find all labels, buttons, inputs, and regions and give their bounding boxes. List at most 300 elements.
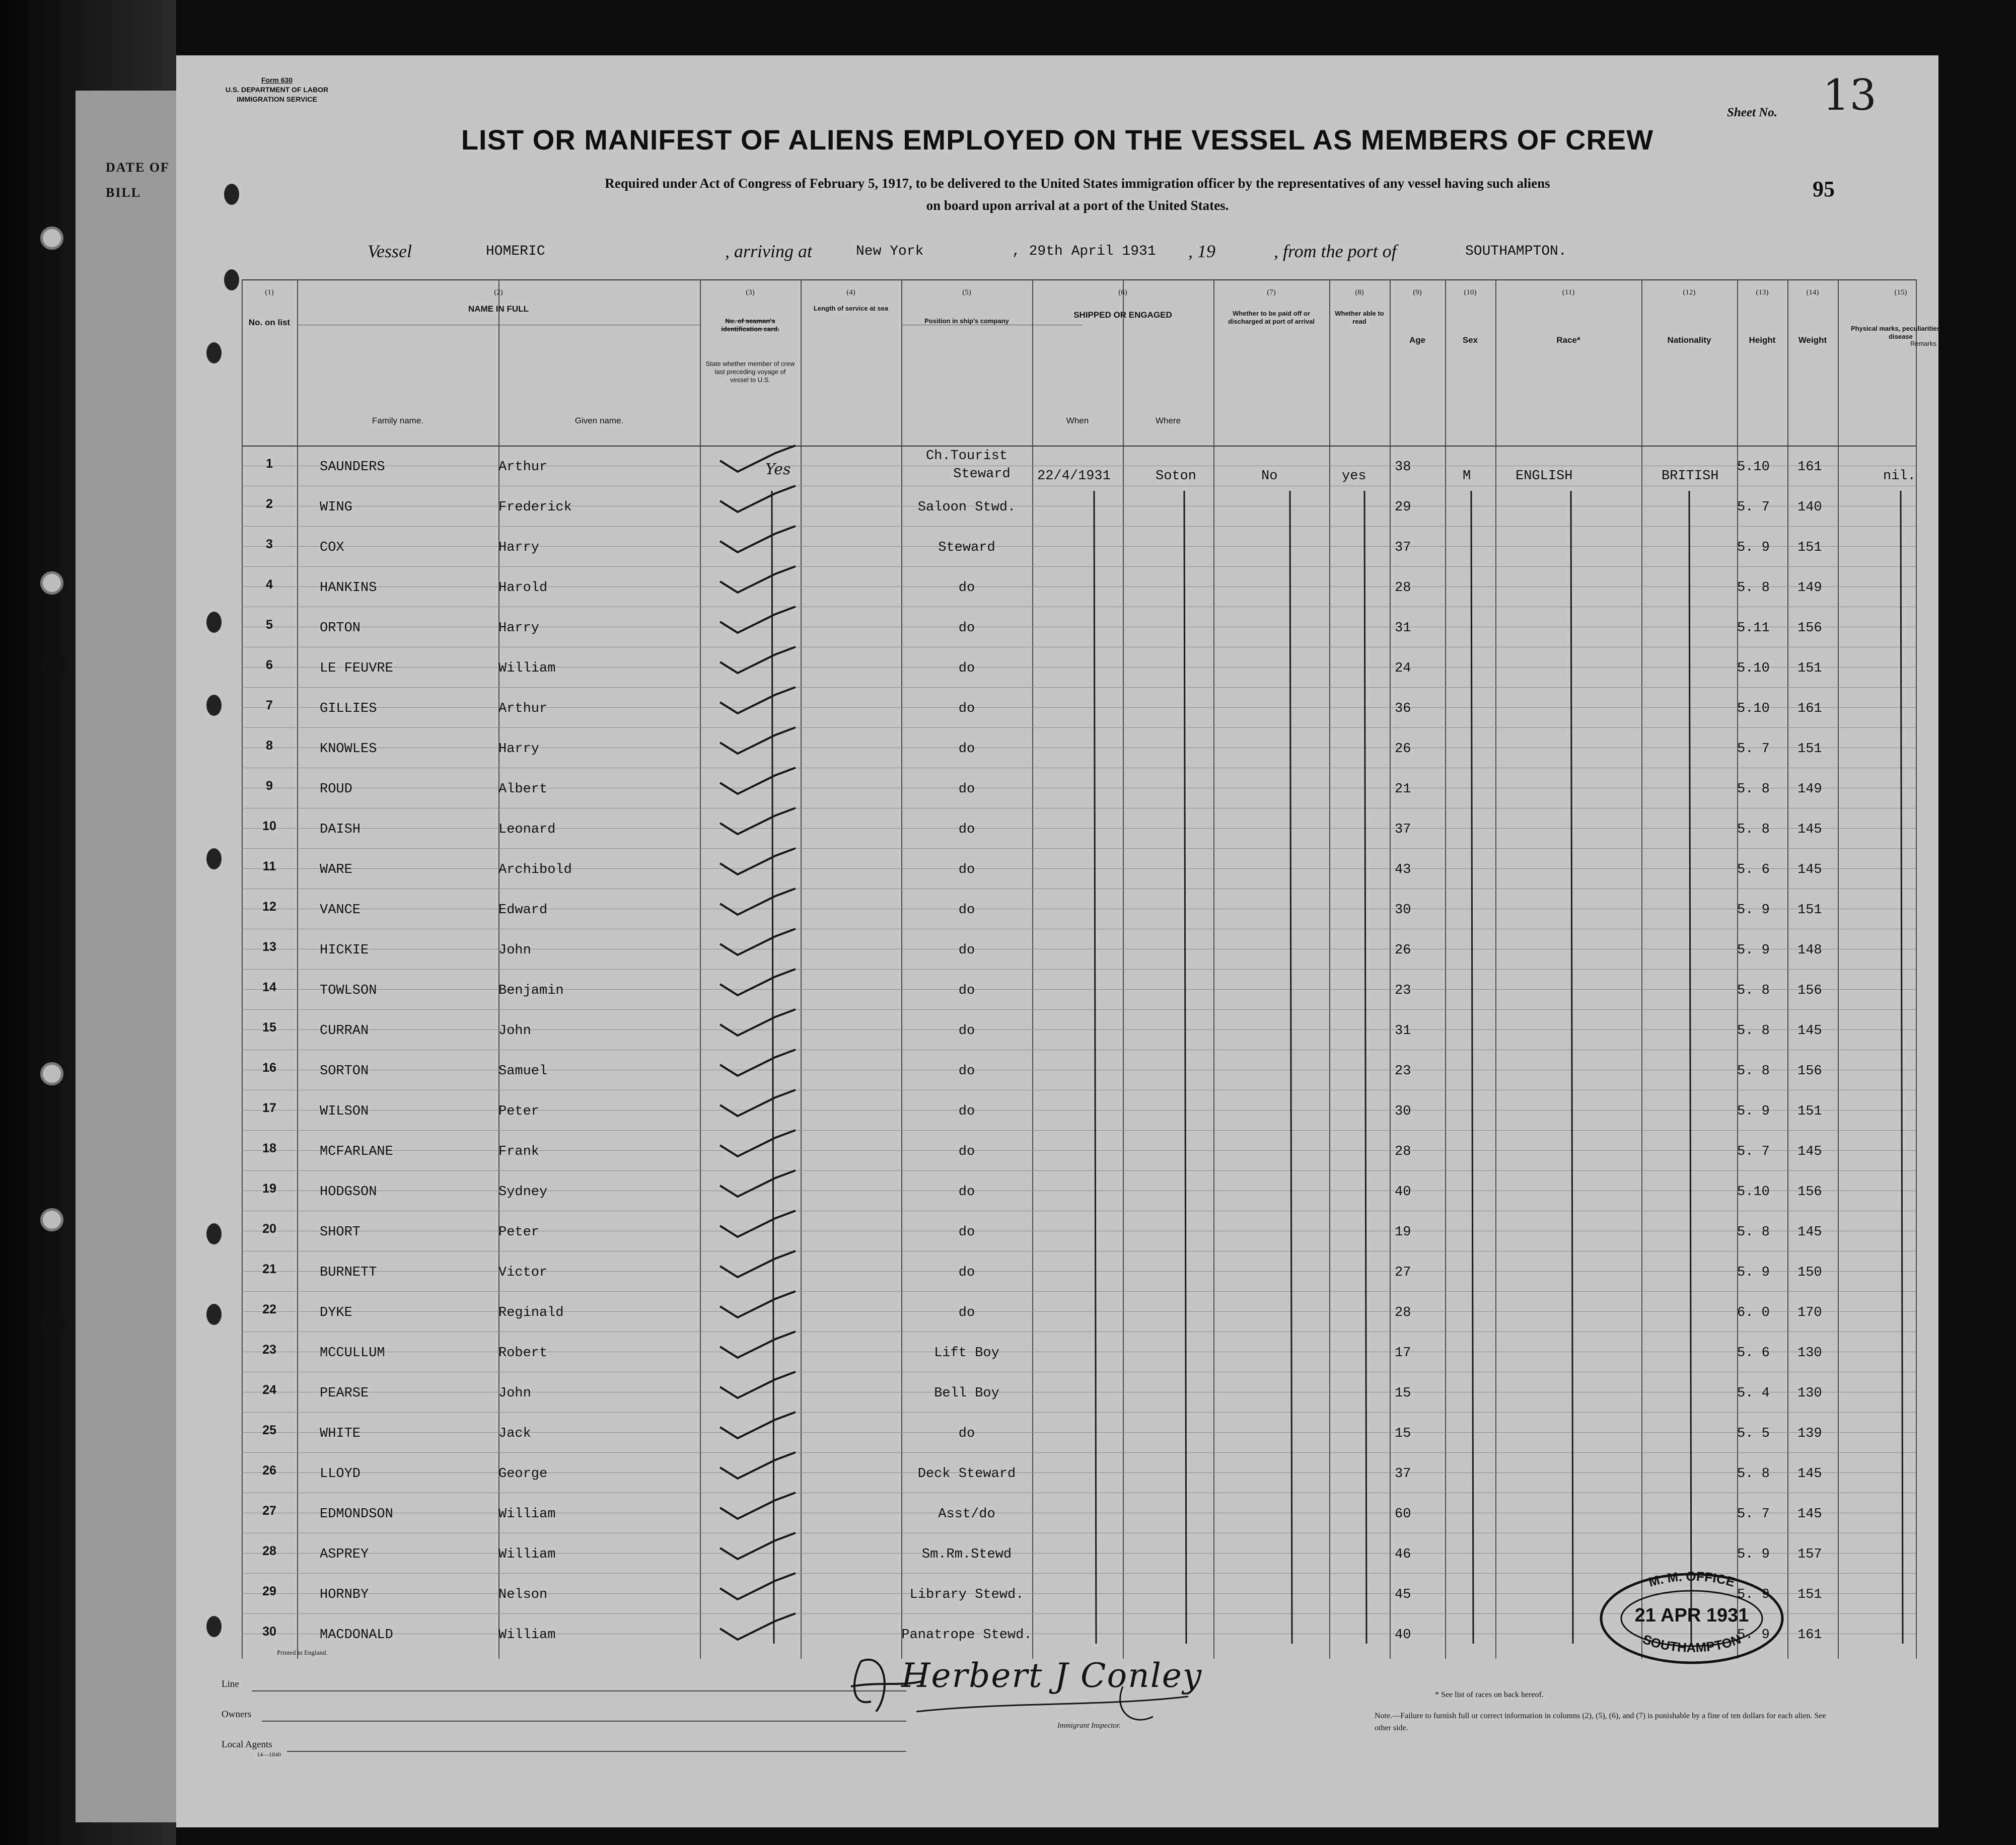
header-nationality: Nationality — [1667, 335, 1711, 345]
arrival-date: , 29th April 1931 — [1012, 244, 1156, 259]
age: 23 — [1395, 983, 1411, 998]
punch-hole — [224, 184, 239, 205]
weight: 157 — [1797, 1547, 1822, 1562]
weight: 148 — [1797, 943, 1822, 958]
check-mark — [720, 848, 796, 874]
vessel-name: HOMERIC — [486, 244, 545, 259]
header-age: Age — [1409, 335, 1426, 345]
height: 5. 7 — [1737, 1144, 1770, 1159]
weight: 145 — [1797, 1023, 1822, 1039]
given-name: Arthur — [498, 460, 548, 475]
given-name: John — [498, 1386, 531, 1401]
column-number: (1) — [265, 288, 274, 297]
header-shipped-or-engaged: SHIPPED OR ENGAGED — [1073, 310, 1172, 320]
family-name: ORTON — [320, 621, 361, 636]
given-name: Robert — [498, 1346, 548, 1361]
row-number: 27 — [262, 1504, 276, 1518]
height: 5. 8 — [1737, 580, 1770, 596]
position: do — [958, 580, 975, 596]
header-name-in-full: NAME IN FULL — [468, 304, 529, 314]
row-number: 1 — [266, 457, 273, 471]
binder-ring — [40, 571, 63, 595]
family-name: ASPREY — [320, 1547, 369, 1562]
weight: 130 — [1797, 1346, 1822, 1361]
punch-hole — [206, 1616, 222, 1637]
family-name: SAUNDERS — [320, 460, 385, 475]
weight: 150 — [1797, 1265, 1822, 1280]
weight: 156 — [1797, 621, 1822, 636]
row-number: 9 — [266, 779, 273, 793]
given-name: William — [498, 1628, 556, 1643]
age: 27 — [1395, 1265, 1411, 1280]
given-name: Harry — [498, 621, 540, 636]
height: 5. 9 — [1737, 540, 1770, 555]
owners-label: Owners — [222, 1709, 252, 1720]
column-number: (6) — [1118, 288, 1127, 297]
age: 17 — [1395, 1346, 1411, 1361]
footnotes — [1375, 1689, 1828, 1734]
origin-label: , from the port of — [1274, 241, 1397, 261]
height: 5.10 — [1737, 701, 1770, 716]
column-number: (4) — [846, 288, 855, 297]
position: Lift Boy — [934, 1346, 999, 1361]
weight: 139 — [1797, 1426, 1822, 1441]
document-subtitle: Required under Act of Congress of February 5, 1917, to be delivered to the United States immigration officer by the representatives of any vessel having such aliens on board upon arrival at a port of the United States. — [605, 176, 1550, 213]
header-given-name: Given name. — [574, 416, 624, 425]
local-agents-label: Local Agents — [222, 1739, 272, 1750]
given-name: Edward — [498, 903, 548, 918]
family-name: ROUD — [320, 782, 352, 797]
form-identifier: Form 630 U.S. DEPARTMENT OF LABOR IMMIGRATION SERVICE — [225, 76, 329, 103]
penalty-note: Note.—Failure to furnish full or correct information in columns (2), (5), (6), and (7) is punishable by a fine of ten dollars for each alien. See other side. — [1375, 1712, 1826, 1732]
ditto-line — [1290, 491, 1292, 1644]
family-name: WARE — [320, 862, 352, 877]
column-number: (13) — [1756, 288, 1769, 297]
header-position: Position in ship's company — [924, 317, 1009, 325]
position: Sm.Rm.Stewd — [921, 1547, 1012, 1562]
given-name: John — [498, 943, 531, 958]
column-number: (7) — [1267, 288, 1276, 297]
check-mark — [720, 1613, 796, 1640]
given-name: Peter — [498, 1225, 540, 1240]
height: 5. 8 — [1737, 1023, 1770, 1039]
stamp-date: 21 APR 1931 — [1634, 1605, 1749, 1626]
given-name: John — [498, 1023, 531, 1039]
age: 15 — [1395, 1386, 1411, 1401]
family-name: TOWLSON — [320, 983, 377, 998]
punch-hole — [206, 612, 222, 633]
sex-value: M — [1463, 469, 1471, 484]
family-name: SHORT — [320, 1225, 361, 1240]
signature-text: Herbert J Conley — [901, 1656, 1203, 1695]
check-mark — [720, 1009, 796, 1036]
age: 28 — [1395, 1144, 1411, 1159]
check-mark — [720, 1573, 796, 1599]
family-name: HANKINS — [320, 580, 377, 596]
ditto-line — [1094, 491, 1096, 1644]
check-mark — [720, 1533, 796, 1559]
family-name: CURRAN — [320, 1023, 369, 1039]
family-name: HICKIE — [320, 943, 369, 958]
check-mark — [720, 1251, 796, 1277]
header-sex: Sex — [1462, 335, 1478, 345]
height: 5. 8 — [1737, 782, 1770, 797]
weight: 151 — [1797, 661, 1822, 676]
position: do — [958, 1426, 975, 1441]
given-name: Arthur — [498, 701, 548, 716]
shipped-when: 22/4/1931 — [1037, 469, 1111, 484]
ditto-line — [1364, 491, 1366, 1644]
age: 28 — [1395, 580, 1411, 596]
row-number: 6 — [266, 658, 273, 672]
position: Asst/do — [938, 1507, 995, 1522]
height: 6. 0 — [1737, 1305, 1770, 1320]
given-name: Peter — [498, 1104, 540, 1119]
header-remarks: Remarks — [1910, 340, 1936, 347]
row-number: 16 — [262, 1061, 276, 1075]
binder-ring — [41, 654, 64, 678]
column-number: (11) — [1562, 288, 1575, 297]
position: do — [958, 661, 975, 676]
given-name: Samuel — [498, 1064, 548, 1079]
line-rule — [252, 1690, 906, 1691]
weight: 145 — [1797, 862, 1822, 877]
check-mark — [720, 1130, 796, 1156]
family-name: DYKE — [320, 1305, 352, 1320]
punch-hole — [206, 695, 222, 716]
ditto-line — [772, 491, 774, 1644]
row-number: 19 — [262, 1182, 276, 1196]
check-mark — [720, 1170, 796, 1197]
check-mark — [720, 446, 796, 472]
position: do — [958, 983, 975, 998]
row-number: 23 — [262, 1343, 276, 1357]
position: Deck Steward — [917, 1466, 1016, 1482]
family-name: WING — [320, 500, 352, 515]
height: 5. 9 — [1737, 1104, 1770, 1119]
year-label: , 19 — [1188, 241, 1215, 261]
sheet-number: 13 — [1823, 70, 1877, 120]
height: 5. 7 — [1737, 742, 1770, 757]
binder-ring — [40, 1062, 63, 1085]
age: 23 — [1395, 1064, 1411, 1079]
age: 28 — [1395, 1305, 1411, 1320]
given-name: William — [498, 1507, 556, 1522]
check-mark — [720, 1090, 796, 1116]
check-mark — [720, 1372, 796, 1398]
adjacent-page-text: BILL — [106, 185, 141, 200]
weight: 145 — [1797, 1507, 1822, 1522]
check-mark — [720, 1493, 796, 1519]
height: 5. 8 — [1737, 822, 1770, 837]
stamp-top-text: M. M. OFFICE — [1646, 1571, 1737, 1590]
age: 29 — [1395, 500, 1411, 515]
position: do — [958, 701, 975, 716]
document-title: LIST OR MANIFEST OF ALIENS EMPLOYED ON THE VESSEL AS MEMBERS OF CREW — [461, 124, 1654, 156]
weight: 130 — [1797, 1386, 1822, 1401]
column-number: (2) — [494, 288, 503, 297]
check-mark — [720, 526, 796, 552]
weight: 170 — [1797, 1305, 1822, 1320]
given-name: Harry — [498, 540, 540, 555]
family-name: EDMONDSON — [320, 1507, 393, 1522]
weight: 149 — [1797, 580, 1822, 596]
binder-ring — [40, 227, 63, 250]
punch-hole — [224, 269, 239, 290]
crew-table — [242, 279, 1951, 1659]
given-name: Reginald — [498, 1305, 564, 1320]
position: do — [958, 1064, 975, 1079]
weight: 156 — [1797, 1064, 1822, 1079]
column-number: (10) — [1464, 288, 1477, 297]
height: 5. 9 — [1737, 943, 1770, 958]
column-number: (12) — [1683, 288, 1696, 297]
able-to-read-value: yes — [1342, 469, 1366, 484]
column-number: (5) — [962, 288, 971, 297]
height: 5. 8 — [1737, 1225, 1770, 1240]
age: 43 — [1395, 862, 1411, 877]
row-number: 13 — [262, 940, 276, 954]
height: 5. 6 — [1737, 1346, 1770, 1361]
office-stamp — [1596, 1571, 1787, 1666]
printed-in-england: Printed in England. — [277, 1649, 328, 1656]
age: 15 — [1395, 1426, 1411, 1441]
ditto-line — [1689, 491, 1691, 1644]
arriving-label: , arriving at — [725, 241, 813, 261]
position: Panatrope Stewd. — [901, 1628, 1032, 1643]
header-when: When — [1066, 416, 1089, 425]
race-footnote: * See list of races on back hereof. — [1435, 1690, 1544, 1699]
row-number: 5 — [266, 618, 273, 632]
height: 5. 7 — [1737, 500, 1770, 515]
binder-ring — [41, 1314, 64, 1337]
height: 5. 9 — [1737, 1587, 1770, 1602]
age: 31 — [1395, 621, 1411, 636]
row-number: 8 — [266, 739, 273, 753]
check-mark — [720, 1412, 796, 1438]
header-height: Height — [1749, 335, 1776, 345]
family-name: VANCE — [320, 903, 361, 918]
check-mark — [720, 727, 796, 754]
weight: 151 — [1797, 742, 1822, 757]
family-name: PEARSE — [320, 1386, 369, 1401]
family-name: SORTON — [320, 1064, 369, 1079]
height: 5. 8 — [1737, 1466, 1770, 1482]
punch-hole — [206, 848, 222, 869]
column-number: (3) — [746, 288, 755, 297]
position: do — [958, 1305, 975, 1320]
row-number: 2 — [266, 497, 273, 511]
weight: 151 — [1797, 1104, 1822, 1119]
punch-hole — [206, 342, 222, 363]
weight: 145 — [1797, 1144, 1822, 1159]
check-mark — [720, 808, 796, 834]
manifest-page — [176, 55, 1951, 1827]
check-mark — [720, 1211, 796, 1237]
column-number: (8) — [1355, 288, 1364, 297]
header-last-voyage: State whether member of crew last preceding voyage of vessel to U.S. — [705, 360, 795, 384]
height: 5. 9 — [1737, 1628, 1770, 1643]
position: Library Stewd. — [909, 1587, 1024, 1602]
age: 60 — [1395, 1507, 1411, 1522]
check-mark — [720, 566, 796, 593]
column-number: (15) — [1894, 288, 1907, 297]
line-label: Line — [222, 1679, 239, 1689]
weight: 156 — [1797, 1185, 1822, 1200]
voyage-details — [176, 232, 1938, 267]
height: 5. 7 — [1737, 1507, 1770, 1522]
age: 40 — [1395, 1185, 1411, 1200]
family-name: GILLIES — [320, 701, 377, 716]
age: 21 — [1395, 782, 1411, 797]
given-name: William — [498, 1547, 556, 1562]
header-physical-marks: Physical marks, peculiarities, or disease — [1851, 325, 1951, 340]
row-number: 7 — [266, 698, 273, 712]
age: 38 — [1395, 460, 1411, 475]
position: do — [958, 862, 975, 877]
family-name: LE FEUVRE — [320, 661, 393, 676]
adjacent-page-text: DATE OF — [106, 160, 170, 175]
row-number: 25 — [262, 1423, 276, 1437]
check-mark — [720, 1050, 796, 1076]
local-agents-code: 14—1840 — [257, 1751, 281, 1758]
row-number: 29 — [262, 1584, 276, 1598]
age: 24 — [1395, 661, 1411, 676]
position: do — [958, 943, 975, 958]
paid-off-value: No — [1261, 469, 1278, 484]
position-line-2: Steward — [953, 467, 1011, 482]
height: 5. 5 — [1737, 1426, 1770, 1441]
given-name: Frederick — [498, 500, 572, 515]
vessel-label: Vessel — [368, 241, 412, 261]
check-mark — [720, 486, 796, 512]
header-no-on-list: No. on list — [248, 318, 291, 327]
position: do — [958, 903, 975, 918]
family-name: WHITE — [320, 1426, 361, 1441]
position: do — [958, 1104, 975, 1119]
height: 5.11 — [1737, 621, 1770, 636]
family-name: MCFARLANE — [320, 1144, 393, 1159]
page-number: 95 — [1813, 177, 1835, 201]
height: 5.10 — [1737, 460, 1770, 475]
family-name: WILSON — [320, 1104, 369, 1119]
age: 30 — [1395, 1104, 1411, 1119]
position: do — [958, 782, 975, 797]
check-mark — [720, 768, 796, 794]
height: 5. 4 — [1737, 1386, 1770, 1401]
given-name: William — [498, 661, 556, 676]
row-number: 22 — [262, 1302, 276, 1316]
family-name: MCCULLUM — [320, 1346, 385, 1361]
family-name: HORNBY — [320, 1587, 369, 1602]
row-number: 10 — [262, 819, 276, 833]
given-name: Jack — [498, 1426, 531, 1441]
check-mark — [720, 969, 796, 995]
age: 26 — [1395, 943, 1411, 958]
nationality-value: BRITISH — [1662, 469, 1719, 484]
height: 5. 6 — [1737, 862, 1770, 877]
family-name: DAISH — [320, 822, 361, 837]
position: do — [958, 1185, 975, 1200]
position: Steward — [938, 540, 995, 555]
given-name: Archibold — [498, 862, 572, 877]
given-name: George — [498, 1466, 548, 1482]
age: 36 — [1395, 701, 1411, 716]
height: 5.10 — [1737, 1185, 1770, 1200]
given-name: Frank — [498, 1144, 540, 1159]
physical-value: nil. — [1883, 469, 1916, 484]
given-name: Harry — [498, 742, 540, 757]
check-mark — [720, 687, 796, 713]
position: do — [958, 822, 975, 837]
given-name: Sydney — [498, 1185, 548, 1200]
row-number: 30 — [262, 1625, 276, 1639]
row-number: 20 — [262, 1222, 276, 1236]
row-number: 24 — [262, 1383, 276, 1397]
header-able-to-read: Whether able to read — [1335, 310, 1384, 325]
weight: 145 — [1797, 822, 1822, 837]
family-name: HODGSON — [320, 1185, 377, 1200]
ditto-line — [1184, 491, 1186, 1644]
position: Bell Boy — [934, 1386, 999, 1401]
row-number: 17 — [262, 1101, 276, 1115]
age: 37 — [1395, 822, 1411, 837]
family-name: LLOYD — [320, 1466, 361, 1482]
check-mark — [720, 1452, 796, 1479]
check-mark — [720, 607, 796, 633]
weight: 161 — [1797, 701, 1822, 716]
svg-text:SOUTHAMPTON — [1640, 1632, 1743, 1655]
weight: 151 — [1797, 903, 1822, 918]
age: 45 — [1395, 1587, 1411, 1602]
row-number: 21 — [262, 1262, 276, 1276]
family-name: KNOWLES — [320, 742, 377, 757]
agents-rule — [287, 1751, 906, 1752]
given-name: Nelson — [498, 1587, 548, 1602]
header-weight: Weight — [1798, 335, 1827, 345]
ditto-line — [1571, 491, 1573, 1644]
row-number: 4 — [266, 577, 273, 592]
position: do — [958, 621, 975, 636]
handwritten-marks — [242, 279, 1916, 1659]
arrival-port: New York — [856, 244, 924, 259]
check-mark — [720, 1291, 796, 1317]
age: 46 — [1395, 1547, 1411, 1562]
position: do — [958, 742, 975, 757]
age: 30 — [1395, 903, 1411, 918]
weight: 145 — [1797, 1225, 1822, 1240]
weight: 140 — [1797, 500, 1822, 515]
yes-mark: Yes — [765, 461, 791, 478]
given-name: Benjamin — [498, 983, 564, 998]
svg-text:M. M. OFFICE — [1647, 1571, 1737, 1590]
weight: 161 — [1797, 1628, 1822, 1643]
punch-hole — [206, 1223, 222, 1244]
weight: 149 — [1797, 782, 1822, 797]
check-mark — [720, 929, 796, 955]
stamp-bottom-text: SOUTHAMPTON — [1640, 1631, 1743, 1655]
row-number: 12 — [262, 900, 276, 914]
family-name: MACDONALD — [320, 1628, 393, 1643]
weight: 151 — [1797, 540, 1822, 555]
family-name: BURNETT — [320, 1265, 377, 1280]
adjacent-page — [76, 91, 191, 1822]
header-id-card: No. of seaman's identification card. — [721, 317, 779, 333]
header-length-of-service: Length of service at sea — [813, 305, 889, 312]
race-value: ENGLISH — [1516, 469, 1573, 484]
inspector-label: Immigrant Inspector. — [1057, 1722, 1121, 1730]
age: 40 — [1395, 1628, 1411, 1643]
